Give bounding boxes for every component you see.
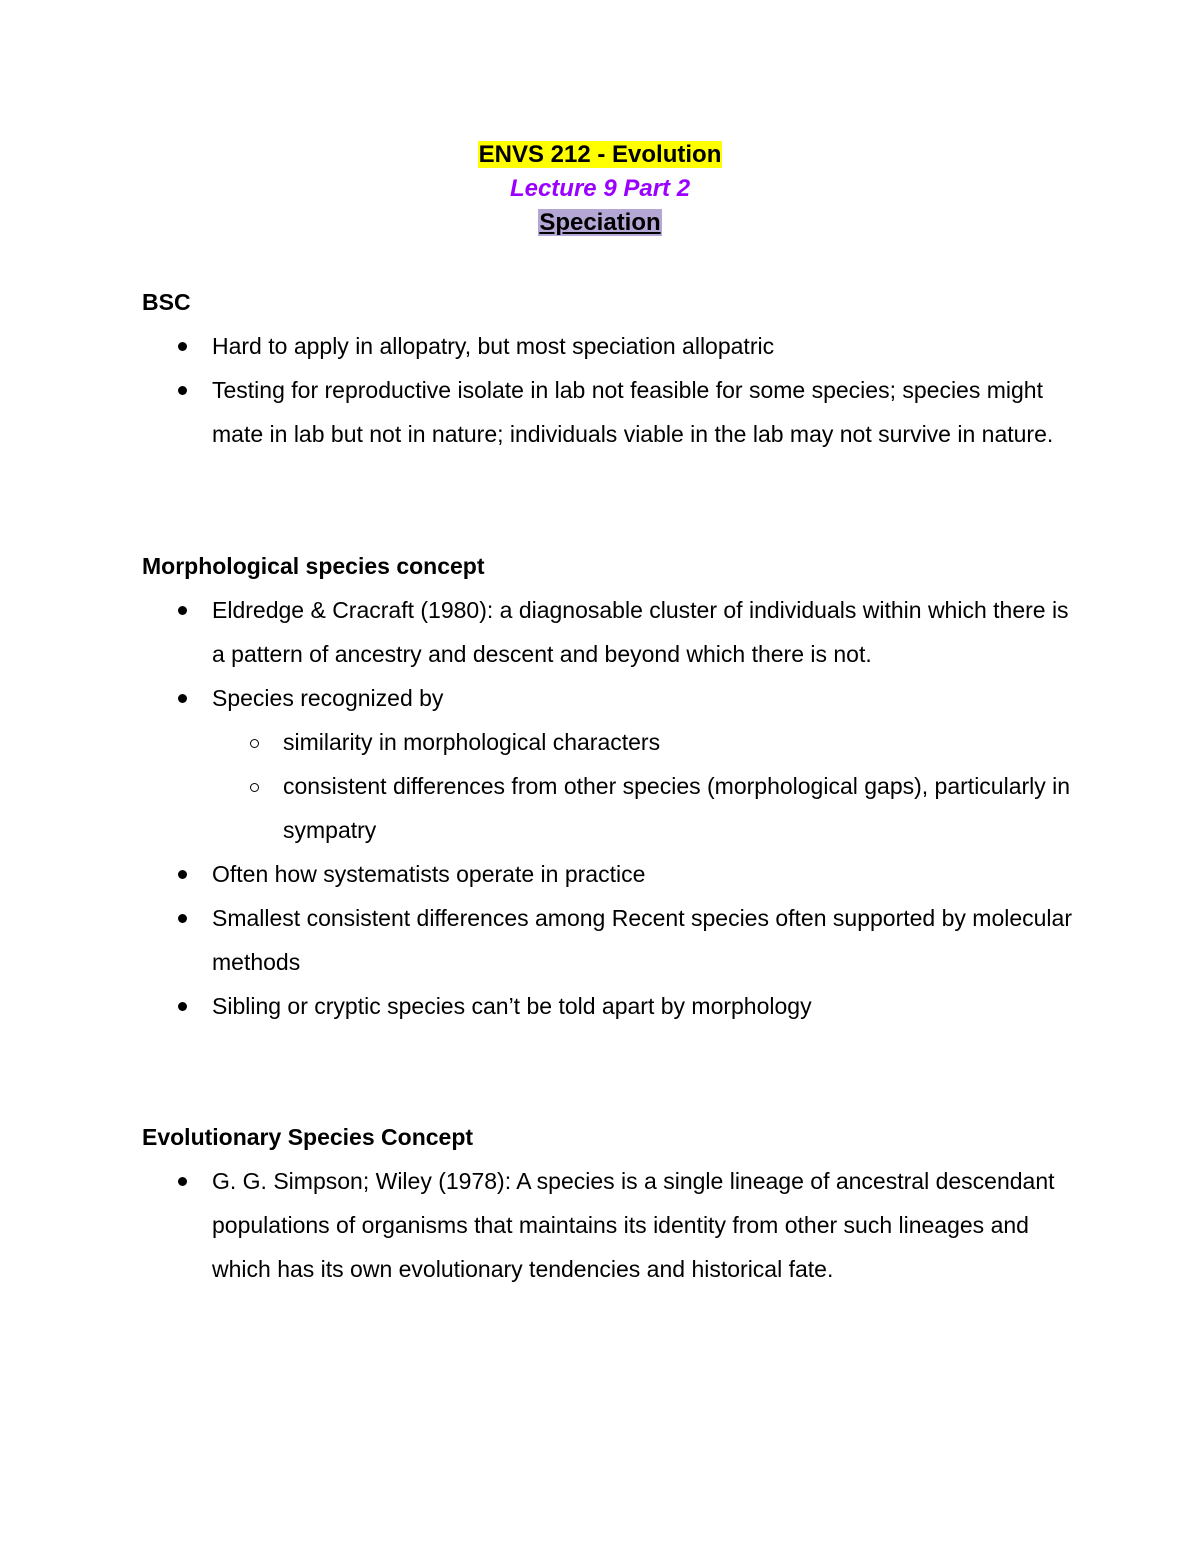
bullet-dot-icon [178,1002,187,1011]
list-item-text: G. G. Simpson; Wiley (1978): A species is a single lineage of ancestral descendant populations of organisms that maintains its identity from other such lineages and which has its own evolutionary tendencies and historical fate. [212,1168,1055,1282]
list-item [142,676,1072,720]
sub-list-item [142,764,1072,852]
section-morphological-species-concept [142,544,1072,1028]
list-item [142,896,1072,984]
course-title: ENVS 212 - Evolution [478,141,722,168]
list-item [142,324,1072,368]
sub-list-item-text: similarity in morphological characters [283,729,661,755]
sub-list-item-text: consistent differences from other species (morphological gaps), particularly in sympatry [283,773,1071,843]
bullet-dot-icon [178,606,187,615]
bullet-dot-icon [178,386,187,395]
bullet-list [142,324,1072,456]
section-heading: Evolutionary Species Concept [142,1124,474,1150]
bullet-list [142,588,1072,1028]
list-item [142,1159,1072,1291]
list-item-text: Testing for reproductive isolate in lab not feasible for some species; species might mate in lab but not in nature; individuals viable in the lab may not survive in nature. [212,377,1054,447]
lecture-title: Lecture 9 Part 2 [509,175,691,202]
list-item-text: Sibling or cryptic species can’t be told apart by morphology [212,993,812,1019]
list-item-text: Eldredge & Cracraft (1980): a diagnosable cluster of individuals within which there is a pattern of ancestry and descent and beyond which there is not. [212,597,1069,667]
section-bsc [142,280,1072,456]
bullet-dot-icon [178,694,187,703]
topic-title: Speciation [539,209,661,236]
list-item [142,588,1072,676]
bullet-circle-icon [250,783,259,792]
sub-list-item [142,720,1072,764]
list-item [142,984,1072,1028]
list-item [142,368,1072,456]
list-item [142,852,1072,896]
list-item-text: Often how systematists operate in practice [212,861,646,887]
section-evolutionary-species-concept [142,1115,1072,1291]
list-item-text: Smallest consistent differences among Recent species often supported by molecular methods [212,905,1072,975]
bullet-dot-icon [178,870,187,879]
section-heading: BSC [142,289,191,315]
bullet-dot-icon [178,1177,187,1186]
list-item-text: Species recognized by [212,685,444,711]
list-item-text: Hard to apply in allopatry, but most speciation allopatric [212,333,775,359]
bullet-dot-icon [178,342,187,351]
title-block [0,138,1200,240]
bullet-list [142,1159,1072,1291]
section-heading: Morphological species concept [142,553,485,579]
bullet-dot-icon [178,914,187,923]
bullet-circle-icon [250,739,259,748]
